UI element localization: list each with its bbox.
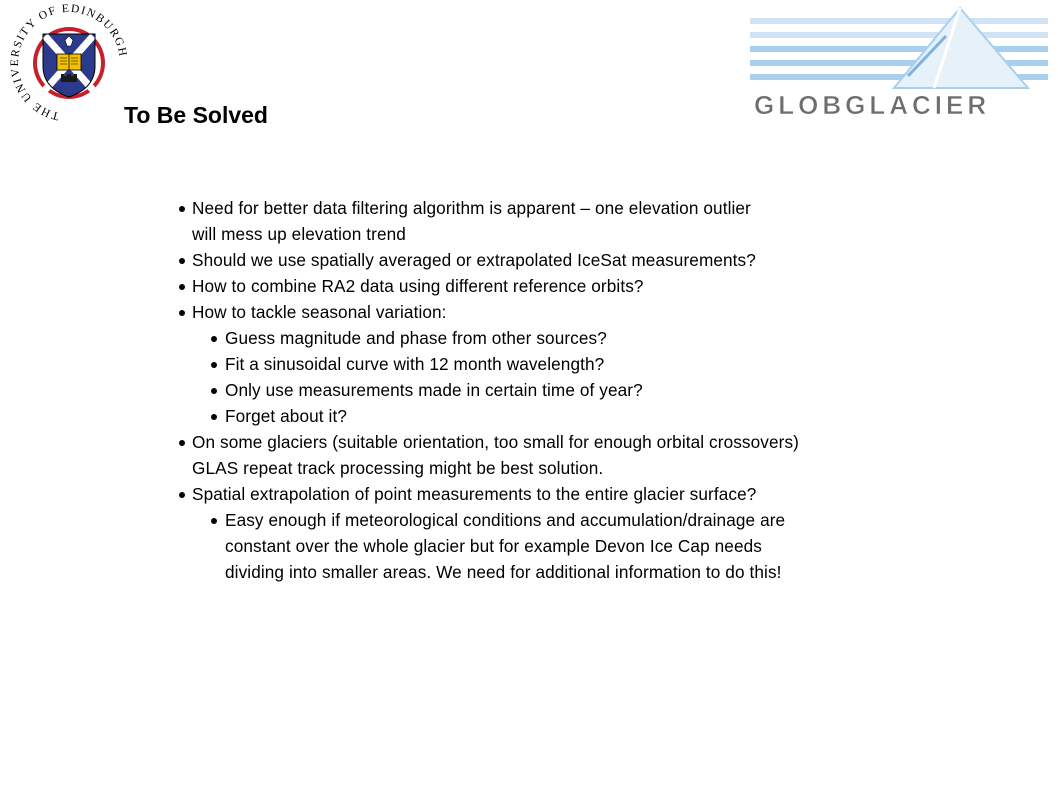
- globglacier-wordmark: GLOBGLACIER: [754, 90, 991, 120]
- bullet-text: On some glaciers (suitable orientation, too small for enough orbital crossovers): [192, 432, 799, 452]
- bullet-dot-icon: [211, 362, 217, 368]
- bullet-dot-icon: [179, 492, 185, 498]
- sub-bullet-text: Easy enough if meteorological conditions and accumulation/drainage are: [225, 510, 786, 530]
- bullet-text: Need for better data filtering algorithm is apparent – one elevation outlier: [192, 198, 751, 218]
- bullet-dot-icon: [179, 284, 185, 290]
- bullet-text: Should we use spatially averaged or extrapolated IceSat measurements?: [192, 250, 756, 270]
- bullet-dot-icon: [211, 336, 217, 342]
- bullet-dot-icon: [179, 310, 185, 316]
- bullet-dot-icon: [179, 206, 185, 212]
- bullet-text: GLAS repeat track processing might be best solution.: [192, 458, 604, 478]
- bullet-dot-icon: [211, 518, 217, 524]
- bullet-dot-icon: [179, 258, 185, 264]
- bullet-text: will mess up elevation trend: [192, 224, 406, 244]
- bullet-text: How to tackle seasonal variation:: [192, 302, 447, 322]
- sub-bullet-text: Fit a sinusoidal curve with 12 month wavelength?: [225, 354, 605, 374]
- bullet-dot-icon: [211, 414, 217, 420]
- sub-bullet-text: Only use measurements made in certain time of year?: [225, 380, 643, 400]
- slide-title: To Be Solved: [124, 102, 268, 128]
- bullet-dot-icon: [179, 440, 185, 446]
- sub-bullet-text: Guess magnitude and phase from other sources?: [225, 328, 607, 348]
- crest-ring-text: THE UNIVERSITY OF EDINBURGH: [8, 2, 129, 122]
- bullet-text: Spatial extrapolation of point measurements to the entire glacier surface?: [192, 484, 757, 504]
- sub-bullet-text: Forget about it?: [225, 406, 347, 426]
- sub-bullet-text: dividing into smaller areas. We need for additional information to do this!: [225, 562, 782, 582]
- bullet-dot-icon: [211, 388, 217, 394]
- bullet-text: How to combine RA2 data using different reference orbits?: [192, 276, 644, 296]
- sub-bullet-text: constant over the whole glacier but for example Devon Ice Cap needs: [225, 536, 762, 556]
